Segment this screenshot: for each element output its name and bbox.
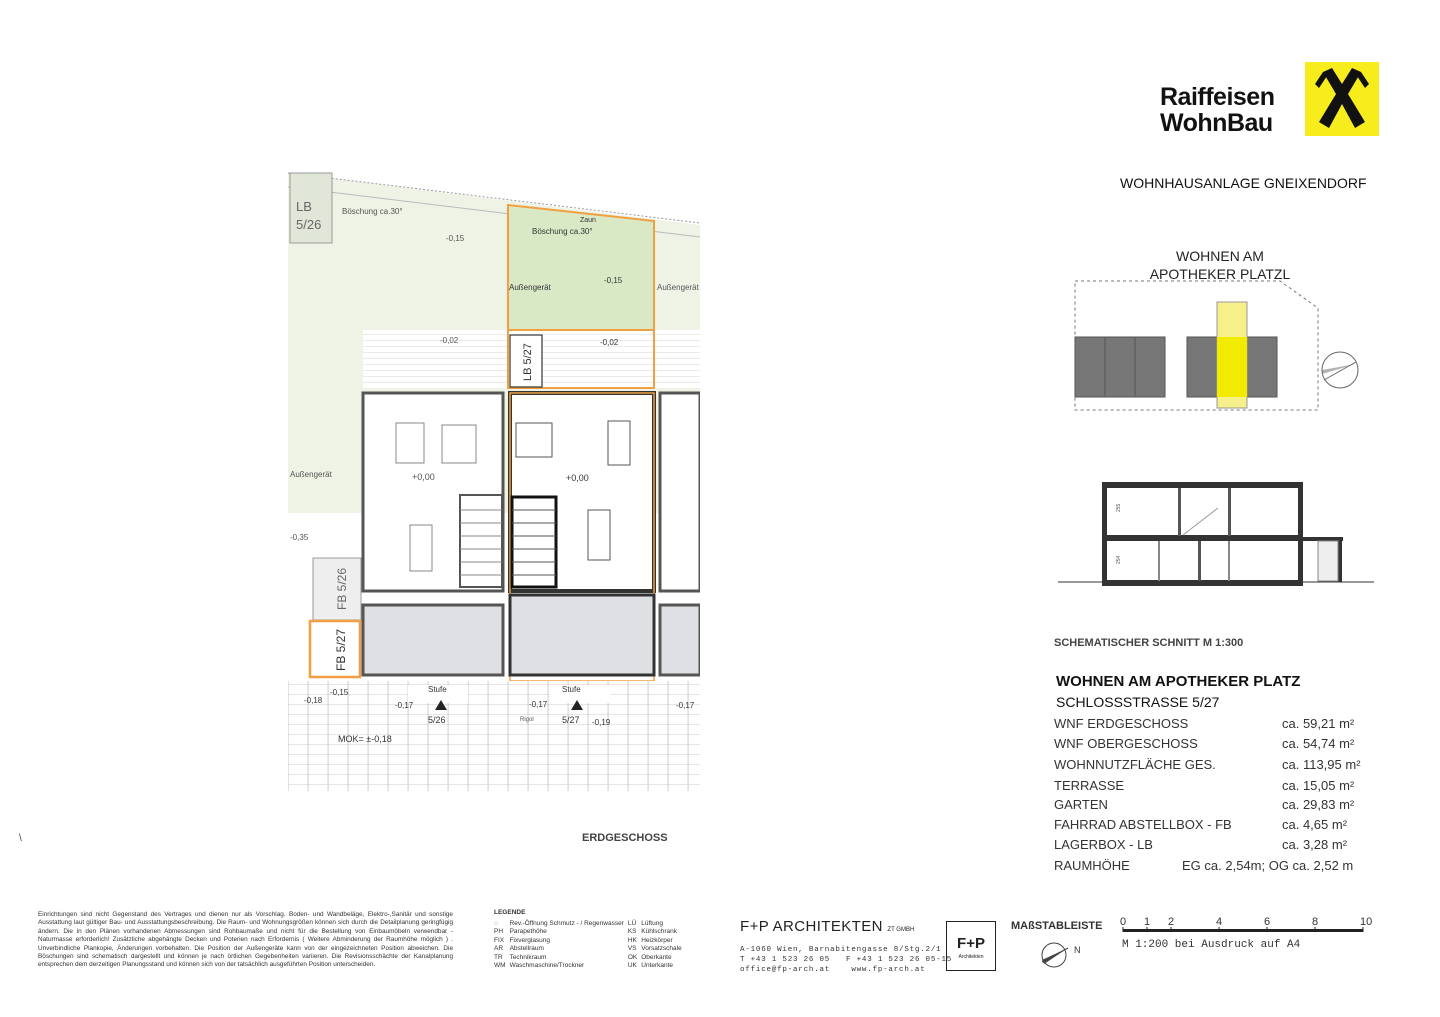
stray-mark: \ — [19, 833, 22, 844]
aussengeraet-label: Außengerät — [509, 283, 551, 292]
legend-text: Unterkante — [641, 962, 674, 970]
legend-text: Waschmaschine/Trockner — [509, 962, 585, 970]
area-label: LAGERBOX - LB — [1054, 837, 1153, 852]
level-label: +0,00 — [566, 473, 589, 483]
fb-526-label: FB 5/26 — [335, 567, 349, 610]
scale-tick-label: 6 — [1264, 916, 1271, 928]
area-label: FAHRRAD ABSTELLBOX - FB — [1054, 817, 1232, 832]
area-row — [1054, 716, 1374, 734]
architect-phone: T +43 1 523 26 05 — [740, 956, 831, 964]
room-height-label: RAUMHÖHE — [1054, 858, 1130, 873]
legend-code: PH — [494, 928, 504, 936]
legend-code: TR — [494, 953, 503, 961]
level-label: -0,17 — [676, 701, 695, 710]
area-row — [1054, 797, 1374, 815]
fp-logo-text: F+P — [957, 935, 985, 952]
area-row — [1054, 757, 1374, 775]
legend-code: ◌ — [494, 920, 498, 927]
area-value: ca. 3,28 m² — [1282, 837, 1348, 852]
mok-label: MOK= ±-0,18 — [338, 734, 392, 744]
area-value: ca. 4,65 m² — [1282, 817, 1348, 832]
area-label: TERRASSE — [1054, 778, 1125, 793]
scale-tick-label: 10 — [1360, 916, 1372, 928]
lb-526-label: LB 5/26 — [296, 199, 322, 232]
section-caption: SCHEMATISCHER SCHNITT M 1:300 — [1054, 637, 1244, 649]
area-label: WNF ERDGESCHOSS — [1054, 716, 1189, 731]
legend-table — [494, 920, 686, 970]
aussengeraet-label-left: Außengerät — [290, 470, 332, 479]
fb-527-label: FB 5/27 — [334, 628, 348, 671]
stufe-label: Stufe — [562, 685, 581, 694]
room-height-row — [1054, 858, 1374, 876]
scale-tick-label: 2 — [1168, 916, 1175, 928]
lb-527-label: LB 5/27 — [522, 343, 534, 381]
level-label: -0,15 — [604, 276, 623, 285]
stufe-label: Stufe — [428, 685, 447, 694]
brand-line2: WohnBau — [1160, 109, 1273, 137]
legend-text: Technikraum — [509, 953, 547, 961]
fp-logo — [946, 921, 996, 971]
unit-527-label: 5/27 — [562, 715, 580, 725]
room-height-value: EG ca. 2,54m; OG ca. 2,52 m — [1182, 858, 1354, 873]
brand-line1: Raiffeisen — [1160, 83, 1275, 111]
level-label: -0,02 — [600, 338, 619, 347]
architect-fax: F +43 1 523 26 05-15 — [846, 956, 953, 964]
architect-web: www.fp-arch.at — [851, 966, 926, 974]
site-key-plan — [1060, 278, 1370, 413]
scale-tick-label: 1 — [1144, 916, 1151, 928]
legend-text: Fixverglasung — [509, 936, 551, 944]
key-plan-block-left — [1075, 337, 1165, 397]
north-label: N — [1074, 945, 1081, 955]
disclaimer-text: Einrichtungen sind nicht Gegenstand des Vertrages und dienen nur als Vorschlag. Boden- und Wandbeläge, Elektro-,Sanitär und sonstige Ausstattung laut gültiger Bau- und Ausstattungsbeschreibung. Die Raum- und Wohnungsgrößen können sich durch die Detailplanung geringfügig ändern. Die in den Plänen vorhandenen Abmessungen sind Rohbaumaße und nicht für die Bestellung von Einbaumöbeln verwendbar - Naturmasse erforderlich! Zusätzliche abgehängte Decken und Poterien nach Erfordernis ( Weitere Abminderung der Raumhöhe möglich ) . Unverbindliche Plankopie, Änderungen vorbehalten. Die Position der Außengeräte kann von der eingezeichneten Position abweichen. Die Böschungen sind schematisch dargestellt und können je nach örtlichen Gegebenheiten variieren. Die Revisionsschächte der Kanalplanung entsprechen dem derzeitigen Planungsstand und können sich von der tatsächlich ausgeführten Position unterscheiden. — [38, 911, 453, 969]
boeschung-label-selected: Böschung ca.30° — [532, 227, 593, 236]
scale-tick-label: 8 — [1312, 916, 1319, 928]
legend — [494, 909, 724, 970]
area-value: ca. 59,21 m² — [1282, 716, 1355, 731]
north-arrow-icon — [1040, 940, 1090, 972]
key-plan-highlighted-unit — [1217, 337, 1247, 397]
legend-text: Lüftung — [641, 920, 663, 927]
fp-logo-sub: Architekten — [958, 954, 984, 960]
rigol-label: Rigol — [520, 717, 534, 723]
area-label: GARTEN — [1054, 797, 1108, 812]
legend-code: FIX — [494, 936, 505, 944]
legend-code: HK — [627, 936, 637, 944]
scale-bar — [1118, 914, 1372, 938]
schematic-section — [1058, 478, 1378, 600]
legend-code: AR — [494, 945, 504, 953]
legend-code: VS — [627, 945, 637, 953]
area-row — [1054, 817, 1374, 835]
unit-address: SCHLOSSSTRASSE 5/27 — [1056, 694, 1220, 710]
level-label: -0,02 — [440, 336, 459, 345]
floor-plan — [288, 125, 700, 791]
unit-title: WOHNEN AM APOTHEKER PLATZ — [1056, 673, 1301, 690]
legend-text: Kühlschrank — [641, 928, 678, 936]
raiffeisen-gable-cross-icon — [1305, 62, 1379, 136]
section-dim-lower: 254 — [1116, 555, 1122, 564]
scale-tick-label: 4 — [1216, 916, 1223, 928]
architect-contact — [740, 945, 952, 975]
legend-code: OK — [627, 953, 638, 961]
legend-text: Parapethöhe — [509, 928, 547, 936]
architect-address: A-1060 Wien, Barnabitengasse 8/Stg.2/1 — [740, 946, 942, 954]
legend-title: LEGENDE — [494, 909, 526, 916]
level-label: -0,35 — [290, 533, 309, 542]
architect-name-text: F+P ARCHITEKTEN — [740, 918, 883, 935]
scale-label: MAßSTABLEISTE — [1011, 920, 1103, 932]
level-label: -0,18 — [304, 696, 323, 705]
legend-text: Rev.-Öffnung Schmutz - / Regenwasser — [509, 920, 624, 927]
level-label: -0,17 — [529, 700, 548, 709]
area-row — [1054, 778, 1374, 796]
site-title-line2: APOTHEKER PLATZL — [1149, 266, 1291, 282]
aussengeraet-label-right: Außengerät — [657, 283, 699, 292]
legend-text: Heizkörper — [641, 936, 673, 944]
legend-text: Oberkante — [641, 953, 672, 961]
legend-text: Vorsatzschale — [641, 945, 682, 953]
boeschung-label: Böschung ca.30° — [342, 207, 403, 216]
architect-name — [740, 918, 914, 935]
legend-text: Abstellraum — [509, 945, 544, 953]
area-value: ca. 54,74 m² — [1282, 736, 1355, 751]
legend-code: WM — [494, 962, 506, 970]
area-label: WNF OBERGESCHOSS — [1054, 736, 1198, 751]
level-label: -0,15 — [330, 688, 349, 697]
legend-code: LÜ — [627, 920, 637, 927]
scale-tick-label: 0 — [1120, 916, 1127, 928]
level-label: -0,17 — [395, 701, 414, 710]
level-label: +0,00 — [412, 472, 435, 482]
section-dim-upper: 255 — [1116, 503, 1122, 512]
site-title-line1: WOHNEN AM — [1176, 248, 1264, 264]
unit-526-label: 5/26 — [428, 715, 446, 725]
legend-code: UK — [627, 962, 637, 970]
area-row — [1054, 736, 1374, 754]
architect-email: office@fp-arch.at — [740, 966, 831, 974]
zaun-label: Zaun — [580, 217, 596, 224]
area-value: ca. 113,95 m² — [1282, 757, 1361, 772]
floor-label: ERDGESCHOSS — [582, 832, 668, 844]
legend-code: KS — [627, 928, 637, 936]
level-label: -0,15 — [446, 234, 465, 243]
brand-wordmark — [1160, 84, 1274, 136]
area-row — [1054, 837, 1374, 855]
area-value: ca. 15,05 m² — [1282, 778, 1355, 793]
area-value: ca. 29,83 m² — [1282, 797, 1355, 812]
project-name: WOHNHAUSANLAGE GNEIXENDORF — [1120, 175, 1367, 191]
architect-suffix: ZT GMBH — [887, 927, 915, 933]
scale-text: M 1:200 bei Ausdruck auf A4 — [1122, 939, 1301, 951]
level-label: -0,19 — [592, 718, 611, 727]
area-label: WOHNNUTZFLÄCHE GES. — [1054, 757, 1216, 772]
compass-icon — [1322, 352, 1358, 388]
